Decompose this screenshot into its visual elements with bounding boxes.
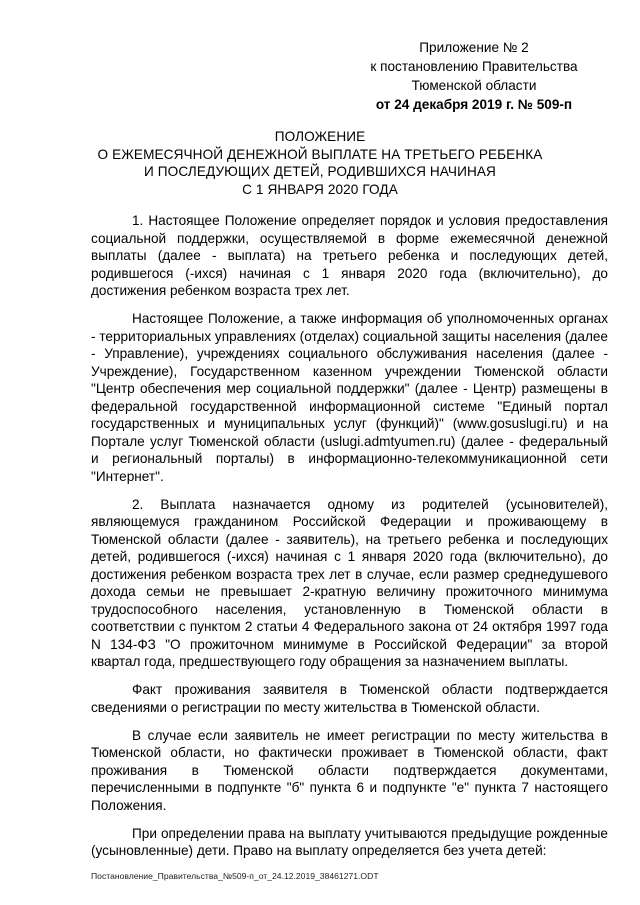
document-title [82,128,558,198]
annex-date-number: от 24 декабря 2019 г. № 509-п [375,97,573,112]
annex-reference: к постановлению Правительства [370,59,578,74]
document-body [91,212,608,870]
title-line-1: ПОЛОЖЕНИЕ [274,129,366,144]
title-line-4: С 1 ЯНВАРЯ 2020 ГОДА [242,181,398,197]
paragraph-5: В случае если заявитель не имеет регистрации по месту жительства в Тюменской области, но фактически проживает в Тюменской области, факт проживания в Тюменской области подтверждается документами, перечисленными в подпункте "б" пункта 6 и подпункте "е" пункта 7 настоящего Положения. [91,727,608,813]
paragraph-1: 1. Настоящее Положение определяет порядок и условия предоставления социальной поддержки, осуществляемой в форме ежемесячной денежной выплаты (далее - выплата) на третьего ребенка и последующих детей, родившегося (-ихся) начиная с 1 января 2020 года (включительно), до достижения ребенком возраста трех лет. [91,213,608,298]
title-line-3: И ПОСЛЕДУЮЩИХ ДЕТЕЙ, РОДИВШИХСЯ НАЧИНАЯ [144,164,496,180]
annex-region: Тюменской области [411,78,537,93]
paragraph-4: Факт проживания заявителя в Тюменской области подтверждается сведениями о регистрации по месту жительства в Тюменской области. [91,682,608,715]
title-line-2: О ЕЖЕМЕСЯЧНОЙ ДЕНЕЖНОЙ ВЫПЛАТЕ НА ТРЕТЬЕГО РЕБЕНКА [97,146,543,162]
paragraph-6: При определении права на выплату учитываются предыдущие рожденные (усыновленные) дети. Право на выплату определяется без учета детей: [91,825,608,858]
paragraph-3: 2. Выплата назначается одному из родителей (усыновителей), являющемуся гражданином Российской Федерации и проживающему в Тюменской области (далее - заявитель), на третьего ребенка и последующих детей, родившегося (-ихся) начиная с 1 января 2020 года (включительно), до достижения ребенком возраста трех лет в случае, если размер среднедушевого дохода семьи не превышает 2-кратную величину прожиточного минимума трудоспособного населения, установленную в Тюменской области в соответствии с пунктом 2 статьи 4 Федерального закона от 24 октября 1997 года N 134-ФЗ "О прожиточном минимуме в Российской Федерации" за второй квартал года, предшествующего году обращения за назначением выплаты. [91,496,608,669]
paragraph-2: Настоящее Положение, а также информация об уполномоченных органах - территориальных управлениях (отделах) социальной защиты населения (далее - Управление), учреждениях социального обслуживания населения (далее - Учреждение), Государственном казенном учреждении Тюменской области "Центр обеспечения мер социальной поддержки" (далее - Центр) размещены в федеральной государственной информационной системе "Единый портал государственных и муниципальных услуг (функций)" (www.gosuslugi.ru) и на Портале услуг Тюменской области (uslugi.admtyumen.ru) (далее - федеральный и региональный порталы) в информационно-телекоммуникационной сети "Интернет". [91,311,608,484]
annex-header [360,38,588,114]
annex-number: Приложение № 2 [419,40,529,55]
file-footer: Постановление_Правительства_№509-п_от_24.12.2019_38461271.ODT [91,871,379,881]
